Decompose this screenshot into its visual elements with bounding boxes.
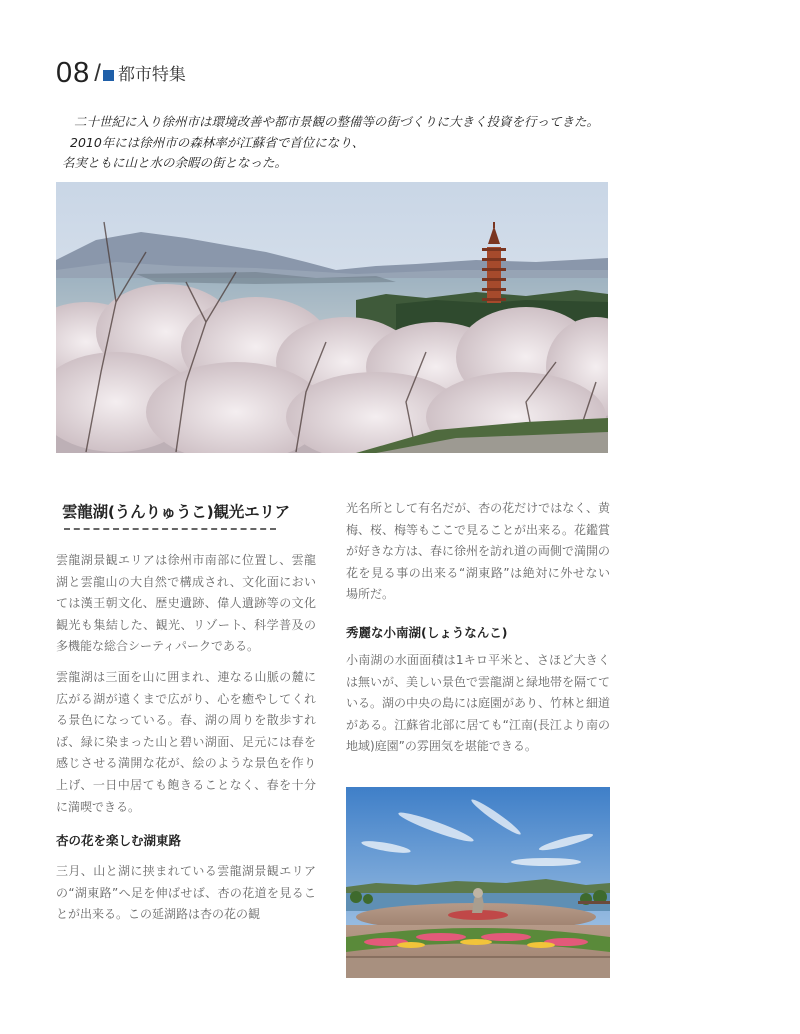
page-number: 08 (56, 57, 91, 89)
paragraph: 小南湖の水面面積は1キロ平米と、さほど大きくは無いが、美しい景色で雲龍湖と緑地帯を隔てている。湖の中央の島には庭園があり、竹林と細道がある。江蘇省北部に居ても“江南(長江より南の地域)庭園”の雰囲気を堪能できる。 (346, 652, 611, 754)
article-heading: 雲龍湖(うんりゅうこ)観光エリア (62, 503, 290, 521)
article-left-column (56, 500, 316, 926)
subheading: 杏の花を楽しむ湖東路 (56, 833, 182, 849)
intro-line: 二十世紀に入り徐州市は環境改善や都市景観の整備等の街づくりに大きく投資を行ってきた。 (74, 114, 600, 129)
paragraph: 三月、山と湖に挟まれている雲龍湖景観エリアの“湖東路”へ足を伸ばせば、杏の花道を見ることが出来る。この延湖路は杏の花の観 (56, 864, 316, 922)
lake-blossom-pagoda-photo (56, 182, 608, 453)
heading-dashed-underline (64, 528, 276, 530)
paragraph: 雲龍湖は三面を山に囲まれ、連なる山脈の麓に広がる湖が遠くまで広がり、心を癒やしてくれる景色になっている。春、湖の周りを散歩すれば、緑に染まった山と碧い湖面、足元には春を感じさせる満開な花が、絵のような景色を作り上げ、一日中居ても飽きることなく、春を十分に満喫できる。 (56, 669, 316, 814)
section-title: 都市特集 (117, 65, 186, 85)
header-slash: / (94, 60, 101, 87)
page-header (56, 52, 186, 88)
xiaonan-lake-plaza-photo (346, 787, 610, 978)
intro-line: 2010年には徐州市の森林率が江蘇省で首位になり、 (70, 134, 365, 150)
intro-text (62, 112, 622, 174)
article-right-column (346, 498, 610, 758)
intro-line: 名実ともに山と水の余暇の街となった。 (62, 155, 288, 170)
subheading: 秀麗な小南湖(しょうなんこ) (346, 624, 508, 640)
section-marker-square (103, 70, 114, 81)
paragraph: 雲龍湖景観エリアは徐州市南部に位置し、雲龍湖と雲龍山の大自然で構成され、文化面においては漢王朝文化、歴史遺跡、偉人遺跡等の文化観光も集結した、観光、リゾート、科学普及の多機能な総合シーティパークである。 (56, 553, 316, 654)
paragraph: 光名所として有名だが、杏の花だけではなく、黄梅、桜、梅等もここで見ることが出来る。花鑑賞が好きな方は、春に徐州を訪れ道の両側で満開の花を見る事の出来る“湖東路”は絶対に外せない場所だ。 (346, 501, 611, 602)
